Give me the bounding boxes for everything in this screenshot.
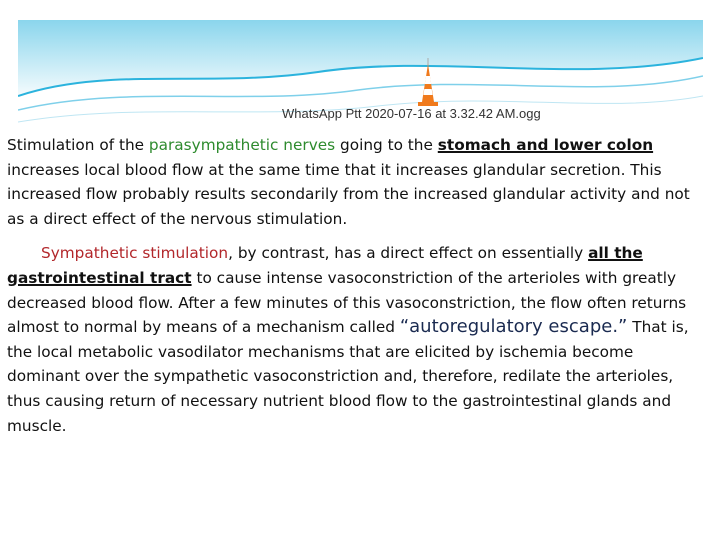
text-segment: That is, the local metabolic vasodilator mechanisms that are elicited by ischemia become dominant over the sympathetic vasoconstriction and, therefore, redilate the arterioles, thus causing return of necessary nutrient blood flow to the gastrointestinal glands and muscle. [7,318,689,435]
highlight-parasympathetic-nerves: parasympathetic nerves [148,136,336,154]
audio-file-icon[interactable] [416,58,440,108]
slide-text [7,133,707,438]
paragraph-sympathetic [7,241,707,438]
paragraph-parasympathetic [7,133,707,231]
text-segment: Stimulation of the [7,136,149,154]
text-segment: to cause intense vasoconstriction of the arterioles with greatly decreased blood flow. After a few minutes of this vasoconstriction, the flow often returns almost to normal by means of a mechanism called [7,268,687,337]
highlight-autoregulatory-escape: “autoregulatory escape.” [399,316,628,338]
underline-stomach-lower-colon: stomach and lower colon [437,136,654,154]
text-segment: , by contrast, has a direct effect on essentially [228,244,589,263]
audio-file-caption[interactable]: WhatsApp Ptt 2020-07-16 at 3.32.42 AM.ogg [282,106,541,121]
text-segment: increases local blood flow at the same time that it increases glandular secretion. This increased flow probably results secondarily from the increased glandular activity and not as a direct effect of the nervous stimulation. [7,160,690,228]
text-segment: going to the [335,136,438,154]
highlight-sympathetic-stimulation: Sympathetic stimulation [41,244,229,263]
underline-gastrointestinal-tract: all the gastrointestinal tract [7,244,643,287]
